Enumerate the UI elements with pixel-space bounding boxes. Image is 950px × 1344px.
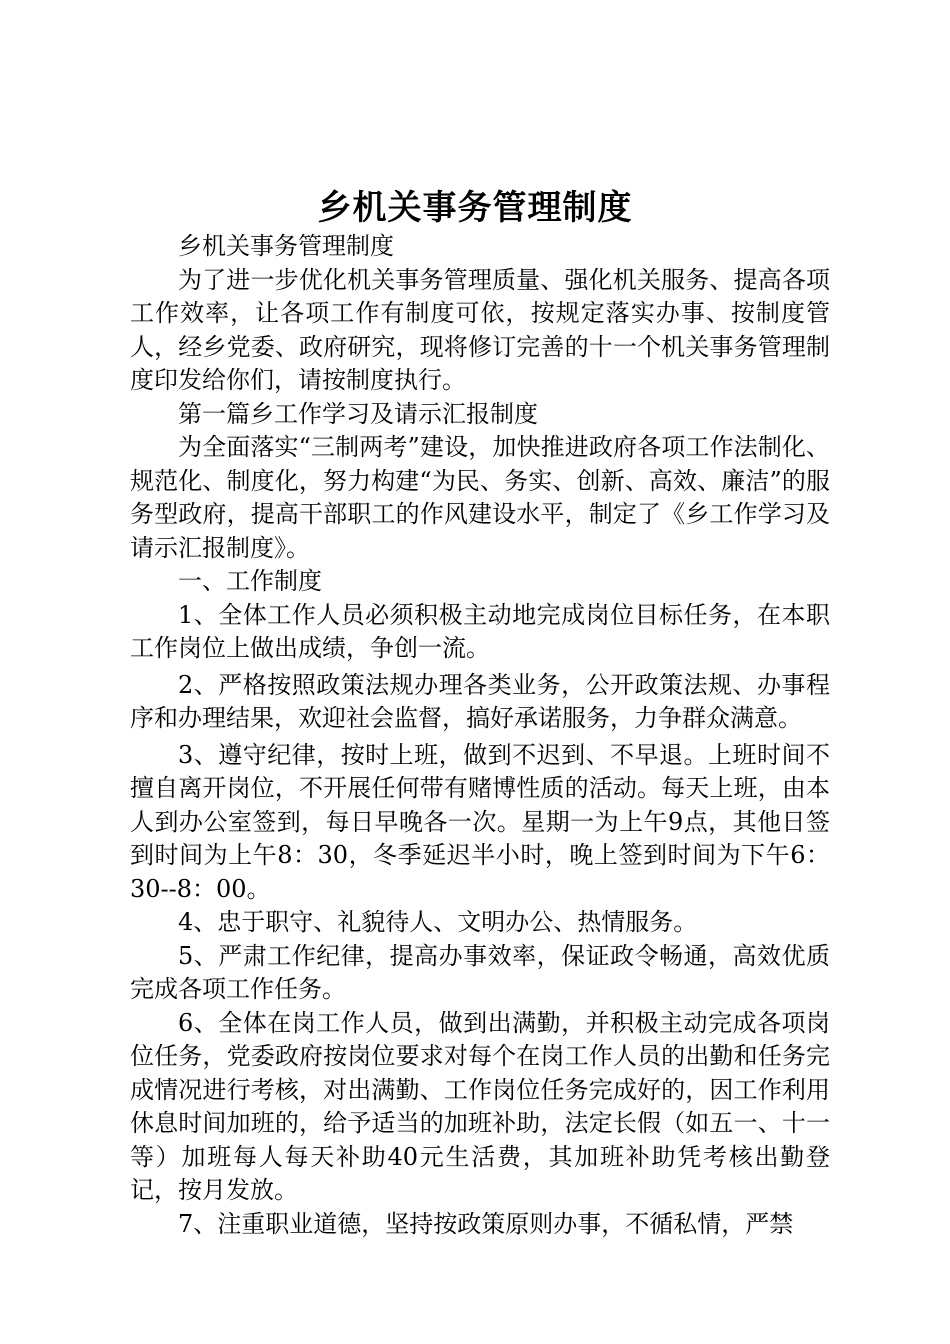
paragraph-item-5: 5、严肃工作纪律，提高办事效率，保证政令畅通，高效优质完成各项工作任务。 — [130, 941, 830, 1003]
paragraph-intro: 为了进一步优化机关事务管理质量、强化机关服务、提高各项工作效率，让各项工作有制度可依，按规定落实办事、按制度管人，经乡党委、政府研究，现将修订完善的十一个机关事务管理制度印发给你们，请按制度执行。 — [130, 265, 830, 394]
paragraph-item-6: 6、全体在岗工作人员，做到出满勤，并积极主动完成各项岗位任务，党委政府按岗位要求对每个在岗工作人员的出勤和任务完成情况进行考核，对出满勤、工作岗位任务完成好的，因工作利用休息时间加班的，给予适当的加班补助，法定长假（如五一、十一等）加班每人每天补助40元生活费，其加班补助凭考核出勤登记，按月发放。 — [130, 1008, 830, 1204]
paragraph-item-3: 3、遵守纪律，按时上班，做到不迟到、不早退。上班时间不擅自离开岗位，不开展任何带有赌博性质的活动。每天上班，由本人到办公室签到，每日早晚各一次。星期一为上午9点，其他日签到时间为上午8：30，冬季延迟半小时，晚上签到时间为下午6：30--8：00。 — [130, 740, 830, 903]
paragraph-purpose: 为全面落实“三制两考”建设，加快推进政府各项工作法制化、规范化、制度化，努力构建“为民、务实、创新、高效、廉洁”的服务型政府，提高干部职工的作风建设水平，制定了《乡工作学习及请示汇报制度》。 — [130, 433, 830, 562]
paragraph-subtitle: 乡机关事务管理制度 — [178, 232, 394, 260]
paragraph-subheading-work-rules: 一、工作制度 — [178, 567, 322, 595]
document-title: 乡机关事务管理制度 — [317, 188, 633, 228]
paragraph-item-7: 7、注重职业道德，坚持按政策原则办事，不循私情，严禁 — [178, 1209, 794, 1238]
paragraph-item-4: 4、忠于职守、礼貌待人、文明办公、热情服务。 — [178, 908, 698, 936]
paragraph-section-heading: 第一篇乡工作学习及请示汇报制度 — [178, 399, 538, 428]
paragraph-item-1: 1、全体工作人员必须积极主动地完成岗位目标任务，在本职工作岗位上做出成绩，争创一流。 — [130, 600, 830, 662]
paragraph-item-2: 2、严格按照政策法规办理各类业务，公开政策法规、办事程序和办理结果，欢迎社会监督，搞好承诺服务，力争群众满意。 — [130, 670, 830, 732]
document-body — [130, 230, 830, 1241]
